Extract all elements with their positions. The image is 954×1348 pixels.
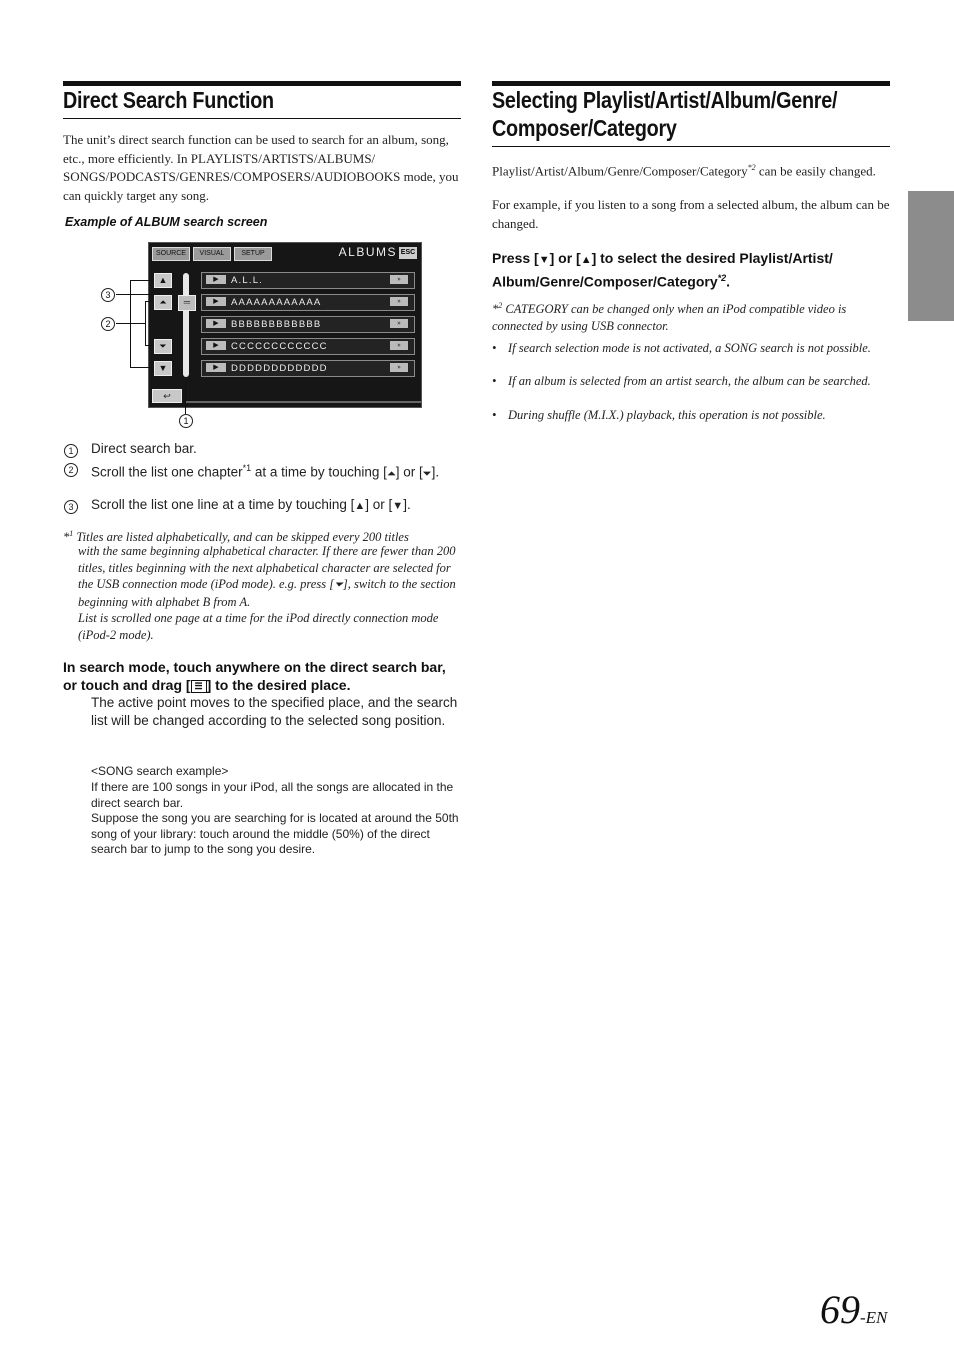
chevron-right-icon: »	[390, 275, 408, 284]
chapter-side-tab	[908, 191, 954, 321]
bullet-icon: •	[492, 408, 497, 422]
list-item-label: BBBBBBBBBBBB	[231, 319, 322, 330]
triangle-down-icon: ▼	[538, 254, 550, 266]
heading-rule-bottom	[492, 146, 890, 147]
text-run: Scroll the list one chapter	[91, 464, 243, 480]
list-number: 1	[64, 444, 78, 458]
callout-line	[116, 323, 146, 324]
double-down-icon: ⏷	[159, 341, 167, 351]
text-run: ].	[403, 497, 411, 512]
footnote-ref: *1	[242, 463, 252, 473]
screen-divider	[185, 401, 421, 403]
text-run: ].	[431, 464, 440, 480]
text-run: Scroll the list one line at a time by touching [	[91, 497, 355, 512]
text-run: can be easily changed.	[755, 163, 876, 179]
list-number: 3	[64, 500, 78, 514]
section-heading: Direct Search Function	[63, 87, 274, 113]
triangle-up-icon: ▲	[580, 254, 592, 266]
esc-button[interactable]: ESC	[399, 247, 417, 259]
triangle-up-icon: ▲	[158, 275, 168, 285]
figure-caption: Example of ALBUM search screen	[65, 215, 268, 229]
example-paragraph: Suppose the song you are searching for is located at around the 50th song of your library: touch around the middle (50%) of the direct search bar to jump to the song you desire.	[91, 811, 459, 857]
list-item[interactable]	[201, 360, 415, 377]
play-icon: ▶	[206, 297, 226, 306]
grip-icon: ═	[183, 297, 191, 307]
footnote-mark: *	[492, 302, 499, 317]
chevron-right-icon: »	[390, 297, 408, 306]
heading-rule-bottom	[63, 118, 461, 119]
play-icon: ▶	[206, 275, 226, 284]
text-run: In search mode, touch anywhere on the direct search bar, or touch and drag [	[63, 659, 446, 694]
callout-line	[185, 382, 186, 414]
text-run: ] or [	[365, 497, 393, 512]
text-run: ] or [	[395, 464, 423, 480]
chevron-right-icon: »	[390, 341, 408, 350]
bullet-item: If an album is selected from an artist search, the album can be searched.	[508, 374, 871, 388]
list-number: 2	[64, 463, 78, 477]
play-icon: ▶	[206, 319, 226, 328]
text-run: Playlist/Artist/Album/Genre/Composer/Category	[492, 163, 748, 179]
triangle-down-icon: ▼	[158, 363, 168, 373]
callout-1: 1	[179, 414, 193, 428]
direct-search-bar[interactable]	[183, 273, 189, 377]
line-down-button[interactable]	[154, 361, 172, 376]
bullet-item: If search selection mode is not activated, a SONG search is not possible.	[508, 341, 871, 355]
text-run: ] to select the desired Playlist/Artist/ Album/Genre/Composer/Category	[492, 250, 833, 291]
grip-icon: ☰	[191, 680, 207, 693]
text-run: Press [	[492, 250, 539, 266]
list-item[interactable]	[201, 294, 415, 311]
footnote-1-body	[78, 543, 463, 644]
line-up-button[interactable]	[154, 273, 172, 288]
list-item[interactable]	[201, 338, 415, 355]
example-title: <SONG search example>	[91, 764, 229, 778]
double-up-icon: ⏶	[386, 467, 396, 480]
callout-line	[130, 367, 152, 368]
visual-button[interactable]: VISUAL	[193, 247, 231, 261]
section-heading: Selecting Playlist/Artist/Album/Genre/	[492, 87, 838, 113]
list-item-text: Direct search bar.	[91, 441, 197, 456]
paragraph	[492, 159, 890, 181]
list-item-text	[91, 496, 461, 515]
list-item[interactable]	[201, 272, 415, 289]
double-down-icon: ⏷	[334, 579, 343, 592]
bullet-item: During shuffle (M.I.X.) playback, this operation is not possible.	[508, 408, 826, 422]
list-item-label: DDDDDDDDDDDD	[231, 363, 328, 374]
back-button[interactable]	[152, 389, 182, 403]
intro-paragraph: The unit’s direct search function can be used to search for an album, song, etc., more efficiently. In PLAYLISTS/ARTISTS/ALBUMS/ SONGS/PODCASTS/GENRES/COMPOSERS/AUDIOBOOKS mode, you can quickly target any song.	[63, 132, 459, 203]
callout-line	[130, 280, 152, 281]
text-run: Titles are listed alphabetically, and can be skipped every 200 titles	[73, 530, 409, 545]
triangle-up-icon: ▲	[354, 500, 366, 512]
list-item-label: CCCCCCCCCCCC	[231, 341, 328, 352]
text-run: with the same beginning alphabetical character. If there are fewer than 200 titles, titles beginning with the next alphabetical character are selected for the USB connection mode (iPod mode). e.g. press [	[78, 544, 456, 592]
double-down-icon: ⏷	[422, 467, 432, 480]
callout-line	[130, 280, 131, 368]
text-run: ], switch to the section beginning with alphabet B from A.	[78, 577, 456, 609]
callout-line	[145, 345, 153, 346]
return-arrow-icon: ↩	[163, 391, 171, 401]
triangle-down-icon: ▼	[392, 500, 404, 512]
text-run: List is scrolled one page at a time for the iPod directly connection mode (iPod-2 mode).	[78, 611, 439, 642]
footnote-mark: *	[63, 530, 70, 545]
step-instruction	[492, 249, 890, 291]
section-heading-line2: Composer/Category	[492, 115, 677, 141]
source-button[interactable]: SOURCE	[152, 247, 190, 261]
callout-line	[145, 301, 146, 346]
example-paragraph: If there are 100 songs in your iPod, all the songs are allocated in the direct search bar.	[91, 780, 454, 810]
list-item-label: A.L.L.	[231, 275, 264, 286]
screen-title: ALBUMS	[338, 245, 397, 259]
footnote-number: 1	[69, 529, 74, 538]
play-icon: ▶	[206, 363, 226, 372]
callout-line	[116, 294, 154, 295]
footnote-number: 2	[498, 301, 503, 310]
chapter-down-button[interactable]	[154, 339, 172, 354]
chapter-up-button[interactable]	[154, 295, 172, 310]
page-number-value: 69	[820, 1287, 860, 1332]
callout-3: 3	[101, 288, 115, 302]
list-item-label: AAAAAAAAAAAA	[231, 297, 322, 308]
text-run: ] to the desired place.	[206, 677, 351, 694]
chevron-right-icon: »	[390, 319, 408, 328]
bullet-icon: •	[492, 374, 497, 388]
chevron-right-icon: »	[390, 363, 408, 372]
text-run: .	[726, 274, 731, 291]
callout-2: 2	[101, 317, 115, 331]
page-number	[820, 1286, 887, 1333]
footnote-ref: *2	[717, 273, 727, 284]
text-run: ] or [	[549, 250, 581, 266]
footnote-2	[492, 298, 892, 334]
search-bar-handle[interactable]	[178, 295, 196, 311]
play-icon: ▶	[206, 341, 226, 350]
paragraph: For example, if you listen to a song from a selected album, the album can be changed.	[492, 197, 890, 231]
list-item-text	[91, 459, 461, 483]
bullet-icon: •	[492, 341, 497, 355]
step-instruction	[63, 658, 463, 695]
text-run: CATEGORY can be changed only when an iPod compatible video is connected by using USB connector.	[492, 302, 847, 333]
page-number-suffix: -EN	[860, 1308, 888, 1327]
footnote-ref: *2	[747, 163, 756, 172]
double-up-icon: ⏶	[159, 297, 167, 307]
text-run: at a time by touching [	[251, 464, 387, 480]
step-result: The active point moves to the specified place, and the search list will be changed according to the selected song position.	[91, 695, 458, 729]
setup-button[interactable]: SETUP	[234, 247, 272, 261]
list-item[interactable]	[201, 316, 415, 333]
album-search-screen	[148, 242, 422, 408]
callout-line	[145, 301, 153, 302]
